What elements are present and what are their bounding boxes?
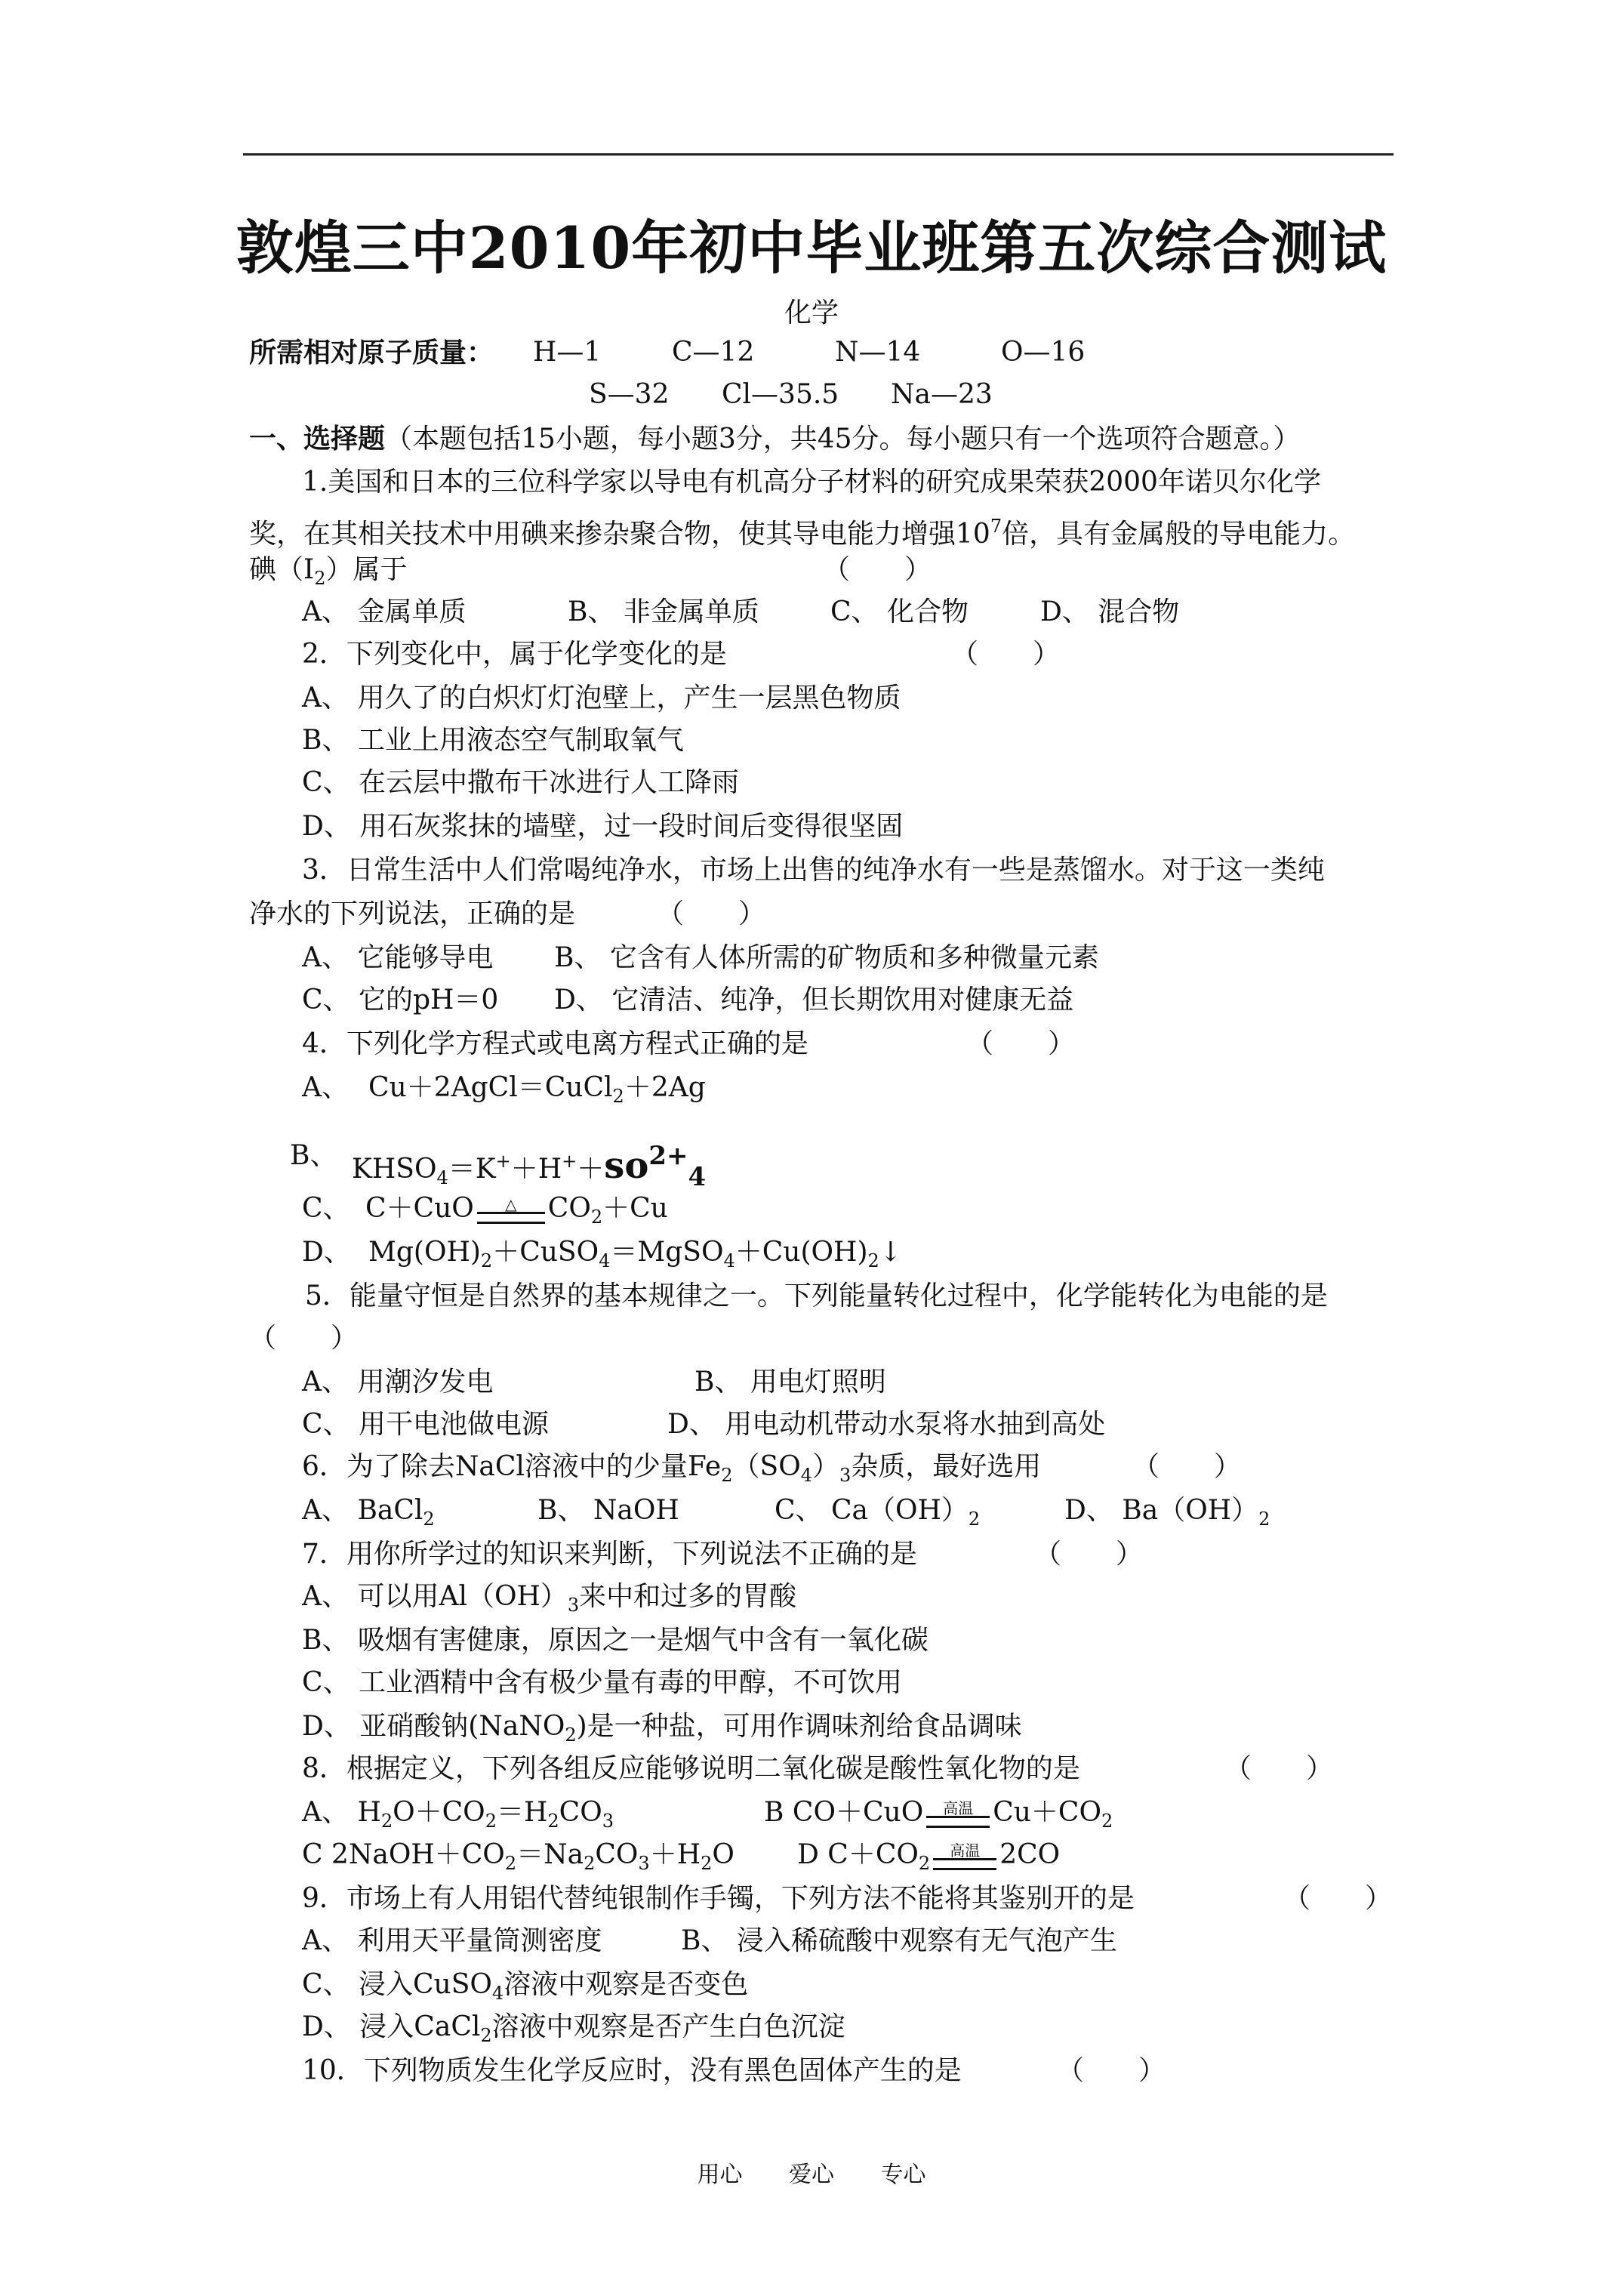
eq-part: ＋ (577, 1154, 605, 1185)
q4-stem (302, 1024, 1076, 1065)
option-text: Cu＋CO (993, 1797, 1101, 1828)
eq-sub: 3 (567, 1595, 580, 1616)
q9-option-d (302, 2007, 845, 2048)
eq-sub: 4 (436, 1167, 448, 1188)
q10-stem (302, 2051, 1166, 2091)
eq-sub: 2 (547, 1811, 559, 1832)
precipitate-arrow: ↓ (879, 1237, 902, 1268)
q1-line-3 (249, 550, 932, 590)
footer-word-1: 用心 (697, 2162, 743, 2188)
option-text: B CO＋CuO (764, 1797, 924, 1828)
eq-part: C＋CuO (365, 1193, 474, 1224)
q7-option-b: B、 吸烟有害健康，原因之一是烟气中含有一氧化碳 (302, 1625, 929, 1656)
q10-stem-text: 10．下列物质发生化学反应时，没有黑色固体产生的是 (302, 2055, 962, 2086)
q8-stem-text: 8．根据定义，下列各组反应能够说明二氧化碳是酸性氧化物的是 (302, 1753, 1080, 1784)
option-text: )是一种盐，可用作调味剂给食品调味 (576, 1711, 1022, 1742)
eq-part: KHSO (352, 1154, 437, 1185)
eq-sub: 2 (423, 1509, 435, 1530)
eq-sub: 2 (584, 1853, 596, 1874)
q5-option-c: C、 用干电池做电源 (302, 1409, 549, 1440)
option-text: ＝H (496, 1797, 548, 1828)
q1-option-c: C、 化合物 (830, 596, 969, 627)
mass-na: Na—23 (891, 379, 993, 410)
q1-option-d: D、 混合物 (1040, 596, 1180, 627)
q9-stem-text: 9．市场上有人用铝代替纯银制作手镯，下列方法不能将其鉴别开的是 (302, 1883, 1135, 1914)
sulfate-charge: 2+ (648, 1141, 688, 1171)
option-text: D、 浸入CaCl (302, 2011, 481, 2042)
reaction-condition-arrow (477, 1197, 545, 1224)
q4-option-a-equation (368, 1068, 706, 1117)
q4-answer-bracket: （ ） (966, 1028, 1076, 1059)
q3-line-2 (249, 894, 766, 935)
eq-part: Cu＋2AgCl＝CuCl (368, 1072, 613, 1103)
q9-option-c (302, 1965, 748, 2005)
eq-sub: 2 (485, 1811, 497, 1832)
option-text: D、 Ba（OH） (1064, 1495, 1259, 1526)
q1-answer-bracket: （ ） (823, 554, 932, 585)
mass-o: O—16 (1001, 337, 1086, 368)
option-text: A、 H (302, 1797, 381, 1828)
eq-part: Mg(OH) (368, 1237, 481, 1268)
section-title: 一、选择题 (249, 423, 386, 455)
eq-sub: 2 (867, 1250, 879, 1271)
equals-bars (933, 1858, 996, 1870)
q1-line-1: 1.美国和日本的三位科学家以导电有机高分子材料的研究成果荣获2000年诺贝尔化学 (302, 467, 1321, 498)
q6-option-b: B、 NaOH (537, 1495, 679, 1526)
eq-sub: 3 (839, 1465, 852, 1486)
eq-sub: 2 (1258, 1509, 1270, 1530)
eq-sup: + (495, 1151, 511, 1172)
q8-stem (302, 1749, 1334, 1789)
eq-sub: 3 (638, 1853, 650, 1874)
q3-option-d: D、 它清洁、纯净，但长期饮用对健康无益 (554, 985, 1074, 1015)
option-text: 来中和过多的胃酸 (579, 1581, 797, 1612)
eq-part: ＋Cu(OH) (735, 1237, 868, 1268)
page-footer (0, 2156, 1623, 2189)
q9-answer-bracket: （ ） (1283, 1883, 1393, 1914)
section-heading (249, 418, 1301, 459)
q1-option-b: B、 非金属单质 (568, 596, 759, 627)
q1-line-2-text: 奖，在其相关技术中用碘来掺杂聚合物，使其导电能力增强10 (249, 519, 990, 550)
eq-sub: 4 (723, 1250, 735, 1271)
option-text: D C＋CO (797, 1839, 919, 1870)
q1-line-3-text: 碘（I (249, 554, 315, 585)
option-text: 溶液中观察是否产生白色沉淀 (491, 2011, 845, 2042)
mass-c: C—12 (672, 337, 755, 368)
q4-option-c-equation (365, 1188, 668, 1237)
q4-option-b-label: B、 (290, 1140, 337, 1171)
q3-option-a: A、 它能够导电 (302, 942, 494, 973)
q6-answer-bracket: （ ） (1132, 1451, 1242, 1482)
q9-stem (302, 1878, 1393, 1919)
reaction-condition-arrow (933, 1843, 996, 1870)
option-text: CO (595, 1839, 639, 1870)
eq-sub: 2 (918, 1853, 931, 1874)
mass-n: N—14 (835, 337, 921, 368)
eq-part: ＋Cu (602, 1193, 668, 1224)
mass-cl: Cl—35.5 (722, 379, 839, 410)
q9-option-a: A、 利用天平量筒测密度 (302, 1925, 602, 1956)
q5-option-d: D、 用电动机带动水泵将水抽到高处 (667, 1409, 1106, 1440)
eq-sub: 4 (800, 1465, 812, 1486)
q2-stem (302, 634, 1061, 675)
eq-sub: 4 (599, 1250, 611, 1271)
eq-sub: 2 (504, 1853, 517, 1874)
footer-word-2: 爱心 (789, 2162, 834, 2188)
q8-option-d (797, 1835, 1060, 1884)
subject-label: 化学 (784, 297, 839, 328)
q2-option-b: B、 工业上用液态空气制取氧气 (302, 725, 684, 756)
q8-option-c (302, 1835, 735, 1884)
q6-option-d (1064, 1490, 1270, 1539)
eq-sub: 2 (721, 1465, 733, 1486)
eq-part: CO (547, 1193, 591, 1224)
eq-part: ＝K (448, 1154, 496, 1185)
q3-line-2-text: 净水的下列说法，正确的是 (249, 898, 576, 929)
q1-subscript: 2 (314, 568, 326, 589)
q5-option-b: B、 用电灯照明 (694, 1367, 886, 1398)
q6-stem-text: ） (812, 1451, 840, 1482)
option-text: 2CO (999, 1839, 1061, 1870)
q1-line-3-end: ）属于 (325, 554, 408, 585)
eq-sub: 3 (602, 1811, 614, 1832)
mass-h: H—1 (533, 337, 602, 368)
section-note: （本题包括15小题，每小题3分，共45分。每小题只有一个选项符合题意。） (385, 424, 1301, 455)
option-text: C、 Ca（OH） (775, 1495, 969, 1526)
option-text: 溶液中观察是否变色 (504, 1969, 749, 2000)
eq-part: ＝MgSO (610, 1237, 724, 1268)
q6-stem-text: 6．为了除去NaCl溶液中的少量Fe (302, 1451, 722, 1482)
q4-stem-text: 4．下列化学方程式或电离方程式正确的是 (302, 1028, 808, 1059)
high-temp-label: 高温 (943, 1799, 974, 1817)
q1-superscript: 7 (990, 516, 1002, 537)
atomic-mass-label: 所需相对原子质量： (249, 337, 494, 368)
eq-part: ＋CuSO (492, 1237, 599, 1268)
q2-answer-bracket: （ ） (951, 639, 1061, 670)
eq-sub: 2 (590, 1207, 603, 1228)
q7-option-a (302, 1576, 796, 1617)
q4-option-d-equation (368, 1232, 902, 1281)
q6-stem-text: 杂质，最好选用 (851, 1451, 1042, 1482)
q3-line-1: 3．日常生活中人们常喝纯净水，市场上出售的纯净水有一些是蒸馏水。对于这一类纯 (302, 855, 1325, 886)
equals-bars (926, 1816, 990, 1828)
option-text: ＋H (649, 1839, 701, 1870)
q5-line-1: 5．能量守恒是自然界的基本规律之一。下列能量转化过程中，化学能转化为电能的是 (305, 1281, 1328, 1311)
option-text: A、 BaCl (302, 1495, 423, 1526)
equals-bars (477, 1212, 545, 1224)
option-text: C 2NaOH＋CO (302, 1839, 505, 1870)
q4-option-d-label: D、 (302, 1237, 351, 1268)
q2-stem-text: 2．下列变化中，属于化学变化的是 (302, 639, 727, 670)
eq-sub: 2 (968, 1509, 981, 1530)
q2-option-d: D、 用石灰浆抹的墙壁，过一段时间后变得很坚固 (302, 811, 904, 842)
q6-option-c (775, 1490, 980, 1539)
sulfate-symbol: so (604, 1145, 649, 1187)
eq-sub: 2 (480, 1250, 493, 1271)
q1-option-a: A、 金属单质 (302, 596, 467, 627)
q1-line-2-end: 倍，具有金属般的导电能力。 (1002, 519, 1356, 550)
q2-option-a: A、 用久了的白炽灯灯泡壁上，产生一层黑色物质 (302, 683, 901, 713)
q1-line-2 (249, 506, 1356, 550)
q6-option-a (302, 1490, 435, 1539)
q5-answer-bracket: （ ） (249, 1323, 359, 1354)
eq-part: ＋H (510, 1154, 562, 1185)
q6-stem (302, 1447, 1242, 1487)
reaction-condition-arrow (926, 1801, 990, 1828)
option-text: D、 亚硝酸钠(NaNO (302, 1711, 565, 1742)
eq-sub: 2 (380, 1811, 393, 1832)
option-text: O (712, 1839, 735, 1870)
option-text: ＝Na (516, 1839, 584, 1870)
eq-sub: 4 (491, 1983, 504, 2004)
option-text: O＋CO (393, 1797, 485, 1828)
q7-option-d (302, 1706, 1022, 1747)
heat-symbol: △ (505, 1195, 517, 1213)
eq-sub: 2 (1101, 1811, 1113, 1832)
q9-option-b: B、 浸入稀硫酸中观察有无气泡产生 (681, 1925, 1117, 1956)
eq-sup: + (562, 1151, 577, 1172)
option-text: A、 可以用Al（OH） (302, 1581, 568, 1612)
eq-sub: 2 (480, 2025, 492, 2046)
header-rule (243, 153, 1394, 156)
q10-answer-bracket: （ ） (1057, 2055, 1166, 2086)
q4-option-a-label: A、 (302, 1072, 349, 1103)
q4-option-c-label: C、 (302, 1193, 350, 1224)
eq-sub: 2 (612, 1086, 624, 1107)
q7-answer-bracket: （ ） (1034, 1539, 1144, 1570)
sulfate-subscript: 4 (688, 1162, 707, 1192)
eq-part: ＋2Ag (624, 1072, 706, 1103)
q7-stem-text: 7．用你所学过的知识来判断，下列说法不正确的是 (302, 1539, 917, 1570)
mass-s: S—32 (589, 379, 670, 410)
q3-option-c: C、 它的pH＝0 (302, 985, 499, 1015)
eq-sub: 2 (701, 1853, 713, 1874)
q5-option-a: A、 用潮汐发电 (302, 1367, 494, 1398)
q7-stem (302, 1534, 1144, 1575)
q3-answer-bracket: （ ） (657, 898, 766, 929)
eq-sub: 2 (565, 1724, 577, 1746)
q2-option-c: C、 在云层中撒布干冰进行人工降雨 (302, 767, 739, 798)
option-text: CO (559, 1797, 602, 1828)
q8-answer-bracket: （ ） (1224, 1753, 1334, 1784)
q6-stem-text: （SO (732, 1451, 801, 1482)
footer-word-3: 专心 (880, 2162, 926, 2188)
q3-option-b: B、 它含有人体所需的矿物质和多种微量元素 (554, 942, 1099, 973)
option-text: C、 浸入CuSO (302, 1969, 492, 2000)
page-title: 敦煌三中2010年初中毕业班第五次综合测试 (236, 214, 1387, 282)
q7-option-c: C、 工业酒精中含有极少量有毒的甲醇，不可饮用 (302, 1667, 902, 1698)
high-temp-label: 高温 (950, 1841, 981, 1860)
